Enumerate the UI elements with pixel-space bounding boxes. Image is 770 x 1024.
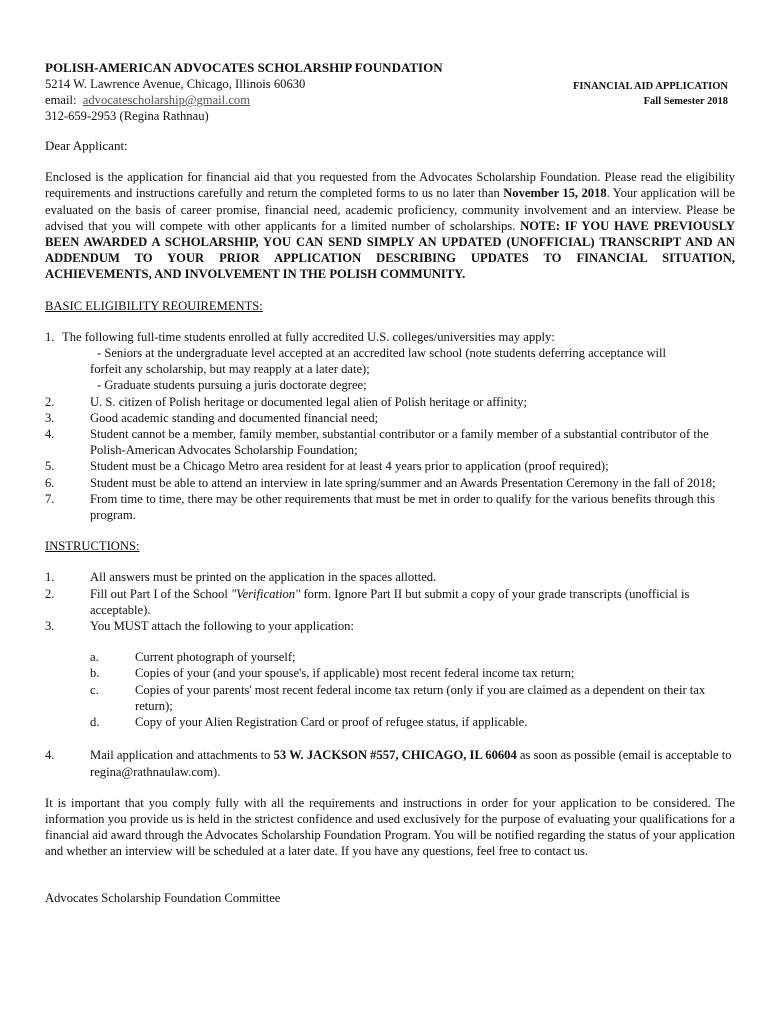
item-text: Student must be able to attend an interview in late spring/summer and an Awards Presentation Ceremony in the fall of 2018; [90,475,716,490]
eligibility-heading: BASIC ELIGIBILITY REOUIREMENTS: [45,298,263,313]
instruction-item-4 [45,747,735,779]
eligibility-item-1 [45,329,735,345]
email-label: email: [45,93,77,107]
attachments-list [45,649,735,730]
item-text: From time to time, there may be other requirements that must be met in order to qualify for the various benefits through this program. [90,491,715,523]
item-text-pre: Mail application and attachments to [90,748,274,763]
attachment-letter: d. [90,715,100,730]
item-text [90,586,735,618]
item-text: All answers must be printed on the application in the spaces allotted. [90,570,437,585]
instruction-item-3 [45,618,735,634]
letterhead [45,60,735,124]
application-title-block [573,79,728,109]
attachment-text: Current photograph of yourself; [135,650,296,665]
item-number: 2. [45,586,55,601]
application-title: FINANCIAL AID APPLICATION [573,81,728,92]
attachment-letter: a. [90,650,99,665]
instruction-item-1 [45,569,735,585]
item-number: 2. [45,394,55,409]
eligibility-subitem-seniors-cont: forfeit any scholarship, but may reapply at a later date); [90,362,370,377]
item-number: 6. [45,475,55,490]
intro-note: NOTE: IF YOU HAVE PREVIOUSLY BEEN AWARDED A SCHOLARSHIP, YOU CAN SEND SIMPLY AN UPDATED (UNOFFICIAL) TRANSCRIPT AND AN ADDENDUM TO YOUR PRIOR APPLICATION DESCRIBING UPDATES TO FINANCIAL SITUATION, ACHIEVEMENTS, AND INVOLVEMENT IN THE POLISH COMMUNITY. [45,218,735,282]
mailing-address: 53 W. JACKSON #557, CHICAGO, IL 60604 [273,748,517,763]
email-link[interactable]: advocatescholarship@gmail.com [82,93,250,107]
instructions-heading: INSTRUCTIONS: [45,539,140,554]
eligibility-item-6 [45,475,735,491]
org-address: 5214 W. Lawrence Avenue, Chicago, Illinois 60630 [45,77,306,91]
item-number: 3. [45,410,55,425]
item-text: You MUST attach the following to your application: [90,619,354,634]
eligibility-subitem-graduates: - Graduate students pursuing a juris doctorate degree; [97,378,367,393]
item-number: 5. [45,459,55,474]
eligibility-item-2 [45,394,735,410]
intro-text-1: Enclosed is the application for financial aid that you requested from the Advocates Scholarship Foundation. Please read the eligibility requirements and instructions carefully and return the completed forms to us no later than [45,170,735,201]
attachment-item-d [45,714,735,730]
deadline: November 15, 2018 [503,186,607,201]
org-name: POLISH-AMERICAN ADVOCATES SCHOLARSHIP FOUNDATION [45,60,443,75]
item-text: Student cannot be a member, family member, substantial contributor or a family member of a substantial contributor of the Polish-American Advocates Scholarship Foundation; [90,427,709,458]
attachment-item-a [45,649,735,665]
item-text-pre: Fill out Part I of the School [90,586,231,601]
attachment-item-c [45,682,735,714]
attachment-text: Copies of your parents' most recent federal income tax return (only if you are claimed as a dependent on their tax return); [135,682,706,713]
instructions-list [45,569,735,779]
item-number: 3. [45,619,55,634]
item-text-post: form. Ignore Part II but submit a copy of your grade transcripts (unofficial is acceptable). [90,586,690,617]
salutation: Dear Applicant: [45,138,128,153]
application-semester: Fall Semester 2018 [643,96,728,107]
item-text [90,747,735,779]
item-text: U. S. citizen of Polish heritage or documented legal alien of Polish heritage or affinity; [90,394,527,409]
item-number: 1. [45,570,55,585]
signoff: Advocates Scholarship Foundation Committee [45,890,281,905]
intro-paragraph [45,169,735,282]
instruction-item-2 [45,586,735,618]
item-text: Good academic standing and documented financial need; [90,410,379,425]
eligibility-list [45,329,735,523]
item-number: 4. [45,748,55,763]
attachment-text: Copies of your (and your spouse's, if applicable) most recent federal income tax return; [135,666,575,681]
eligibility-item-4 [45,426,735,458]
attachment-item-b [45,665,735,681]
eligibility-subitem-seniors: - Seniors at the undergraduate level accepted at an accredited law school (note students deferring acceptance will [97,346,667,361]
attachment-text: Copy of your Alien Registration Card or proof of refugee status, if applicable. [135,715,528,730]
item-number: 1. [45,329,55,344]
eligibility-item-3 [45,410,735,426]
attachment-letter: b. [90,666,100,681]
closing-paragraph: It is important that you comply fully with all the requirements and instructions in order for your application to be considered. The information you provide us is held in the strictest confidence and used exclusively for the purpose of evaluating your qualifications for a financial aid award through the Advocates Scholarship Foundation Program. You will be notified regarding the status of your application and whether an interview will be scheduled at a later date. If you have any questions, feel free to contact us. [45,795,735,859]
item-number: 4. [45,427,55,442]
eligibility-item-5 [45,458,735,474]
item-text-post: as soon as possible (email is acceptable to regina@rathnaulaw.com). [90,748,732,779]
item-number: 7. [45,491,55,506]
verification-form-name: "Verification" [230,586,301,601]
document-page [45,60,735,906]
item-text: The following full-time students enrolled at fully accredited U.S. colleges/universities may apply: [62,329,555,344]
intro-text-2: . Your application will be evaluated on the basis of career promise, financial need, academic proficiency, community involvement and an interview. Please be advised that you will compete with other applicants for a limited number of scholarships. [45,186,736,233]
eligibility-item-7 [45,491,735,523]
item-text: Student must be a Chicago Metro area resident for at least 4 years prior to application (proof required); [90,459,609,474]
org-phone: 312-659-2953 (Regina Rathnau) [45,109,209,123]
attachment-letter: c. [90,682,99,697]
